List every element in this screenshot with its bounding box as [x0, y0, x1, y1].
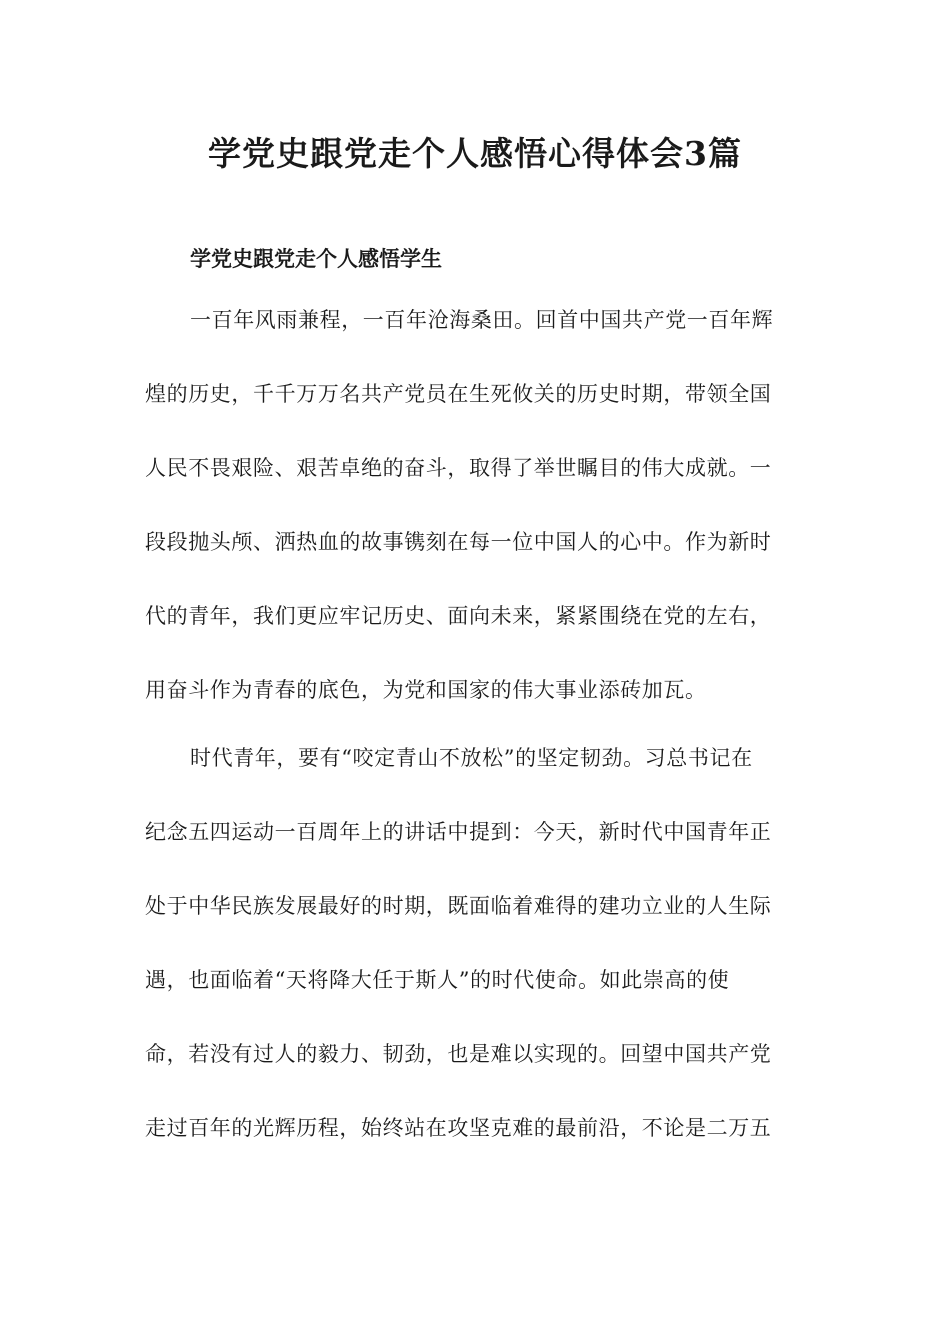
paragraph-1	[145, 283, 805, 727]
paragraph-line: 人民不畏艰险、艰苦卓绝的奋斗，取得了举世瞩目的伟大成就。一	[145, 456, 772, 480]
paragraph-line: 代的青年，我们更应牢记历史、面向未来，紧紧围绕在党的左右，	[145, 604, 772, 628]
section-heading: 学党史跟党走个人感悟学生	[190, 246, 442, 271]
paragraph-line: 纪念五四运动一百周年上的讲话中提到：今天，新时代中国青年正	[145, 820, 772, 844]
paragraph-line: 段段抛头颅、洒热血的故事镌刻在每一位中国人的心中。作为新时	[145, 530, 772, 554]
document-title: 学党史跟党走个人感悟心得体会3篇	[208, 134, 742, 173]
paragraph-line: 遇，也面临着“天将降大任于斯人”的时代使命。如此崇高的使	[145, 968, 730, 992]
paragraph-2	[145, 721, 805, 1165]
paragraph-line: 处于中华民族发展最好的时期，既面临着难得的建功立业的人生际	[145, 894, 772, 918]
paragraph-line: 用奋斗作为青春的底色，为党和国家的伟大事业添砖加瓦。	[145, 678, 707, 702]
paragraph-line: 命，若没有过人的毅力、韧劲，也是难以实现的。回望中国共产党	[145, 1042, 772, 1066]
paragraph-line: 时代青年，要有“咬定青山不放松”的坚定韧劲。习总书记在	[190, 746, 753, 770]
paragraph-line: 煌的历史，千千万万名共产党员在生死攸关的历史时期，带领全国	[145, 382, 772, 406]
paragraph-line: 走过百年的光辉历程，始终站在攻坚克难的最前沿，不论是二万五	[145, 1116, 772, 1140]
paragraph-line: 一百年风雨兼程，一百年沧海桑田。回首中国共产党一百年辉	[190, 308, 774, 332]
